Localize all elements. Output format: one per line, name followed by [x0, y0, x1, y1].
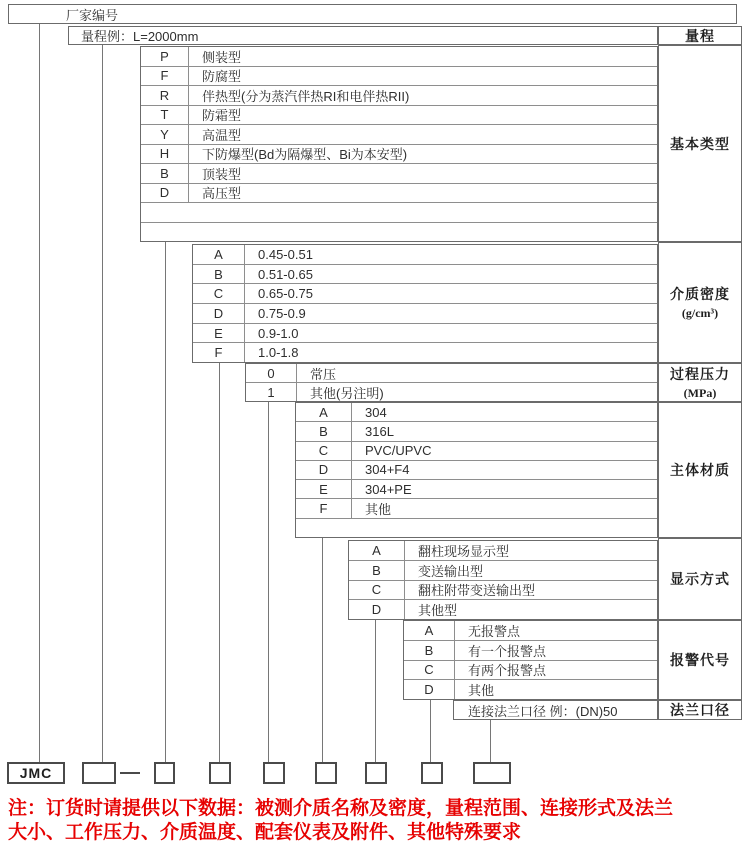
flange-size-row — [453, 700, 658, 720]
option-desc: 0.65-0.75 — [258, 286, 313, 302]
side-label-unit: (g/cm³) — [681, 306, 719, 320]
option-desc: 304 — [365, 404, 387, 420]
table-row — [296, 422, 657, 441]
side-label-text: 过程压力 — [670, 368, 730, 383]
option-code: C — [296, 442, 352, 460]
empty-row — [141, 223, 657, 242]
side-label-text: 报警代号 — [670, 654, 730, 669]
empty-row — [141, 203, 657, 223]
table-row — [246, 364, 657, 383]
table-row — [141, 67, 657, 87]
option-desc: 伴热型(分为蒸汽伴热RI和电伴热RII) — [202, 88, 410, 104]
side-label-display-mode — [658, 538, 742, 620]
side-label-range — [658, 26, 742, 45]
model-prefix-box — [7, 762, 65, 784]
connector-line-media-density — [219, 363, 220, 762]
connector-line-display-mode — [375, 620, 376, 762]
option-code: H — [141, 145, 189, 164]
code-box-alarm-code — [421, 762, 443, 784]
side-label-body-material — [658, 402, 742, 538]
option-code: F — [296, 499, 352, 517]
table-row — [404, 680, 657, 699]
connector-line-process-pressure — [268, 402, 269, 762]
table-row — [141, 164, 657, 184]
table-row — [246, 383, 657, 401]
option-desc: 常压 — [310, 366, 337, 382]
option-code: D — [141, 184, 189, 203]
option-desc: 翻柱附带变送输出型 — [418, 583, 536, 599]
option-code: B — [193, 265, 245, 284]
table-row — [296, 403, 657, 422]
connector-line-range — [102, 45, 103, 762]
option-desc: 侧装型 — [202, 49, 242, 65]
option-desc: 无报警点 — [468, 623, 521, 639]
table-row — [296, 442, 657, 461]
option-code: E — [193, 324, 245, 343]
option-desc: 有两个报警点 — [468, 663, 547, 679]
option-desc: 翻柱现场显示型 — [418, 543, 510, 559]
media-density-table — [192, 244, 658, 363]
range-example-row — [68, 26, 658, 45]
side-label-text: 显示方式 — [670, 573, 730, 588]
option-code: Y — [141, 125, 189, 144]
table-row — [349, 561, 657, 581]
code-box-basic-type — [154, 762, 175, 784]
connector-line-alarm-code — [430, 700, 431, 762]
option-code: B — [141, 164, 189, 183]
basic-type-table — [140, 46, 658, 242]
option-desc: 高压型 — [202, 186, 242, 202]
option-desc: 下防爆型(Bd为隔爆型、Bi为本安型) — [202, 147, 408, 163]
table-row — [141, 145, 657, 165]
option-desc: 其他型 — [418, 603, 458, 619]
ordering-note-line2: 大小、工作压力、介质温度、配套仪表及附件、其他特殊要求 — [8, 822, 522, 843]
option-desc: 其他(另注明) — [310, 385, 384, 401]
option-code: A — [296, 403, 352, 421]
option-code: C — [193, 284, 245, 303]
side-label-text: 介质密度 — [670, 288, 730, 303]
option-code: B — [349, 561, 405, 580]
table-row — [296, 461, 657, 480]
option-code: R — [141, 86, 189, 105]
option-desc: 1.0-1.8 — [258, 345, 299, 361]
option-code: 1 — [246, 383, 297, 401]
ordering-note-line1: 注：订货时请提供以下数据：被测介质名称及密度，量程范围、连接形式及法兰 — [8, 798, 674, 819]
option-desc: 防霜型 — [202, 108, 242, 124]
manufacturer-number-label: 厂家编号 — [66, 7, 119, 23]
table-row — [296, 480, 657, 499]
manufacturer-number-row — [8, 4, 737, 24]
option-desc: 304+F4 — [365, 462, 410, 478]
table-row — [296, 499, 657, 518]
option-desc: 其他 — [468, 683, 495, 699]
option-desc: 顶装型 — [202, 166, 242, 182]
code-box-display-mode — [365, 762, 387, 784]
table-row — [193, 304, 657, 324]
option-code: A — [349, 541, 405, 560]
table-row — [141, 86, 657, 106]
option-code: C — [404, 661, 455, 680]
option-code: P — [141, 47, 189, 66]
option-code: D — [296, 461, 352, 479]
table-row — [404, 641, 657, 661]
option-desc: 0.75-0.9 — [258, 305, 306, 321]
option-code: B — [404, 641, 455, 660]
side-label-basic-type — [658, 45, 742, 242]
code-box-media-density — [209, 762, 231, 784]
table-row — [141, 106, 657, 126]
code-box-range — [82, 762, 116, 784]
side-label-text: 主体材质 — [670, 464, 730, 479]
side-label-text: 法兰口径 — [670, 704, 730, 719]
connector-line-manufacturer — [39, 24, 40, 762]
connector-line-basic-type — [165, 242, 166, 762]
table-row — [141, 125, 657, 145]
connector-line-flange-size — [490, 720, 491, 762]
flange-size-text: 连接法兰口径 例：(DN)50 — [468, 703, 618, 719]
separator-dash — [120, 772, 140, 774]
table-row — [193, 343, 657, 362]
table-row — [141, 184, 657, 204]
option-code: 0 — [246, 364, 297, 382]
table-row — [193, 284, 657, 304]
code-box-process-pressure — [263, 762, 285, 784]
model-prefix-label: JMC — [19, 765, 53, 781]
option-desc: 0.9-1.0 — [258, 325, 299, 341]
table-row — [349, 600, 657, 619]
option-desc: 其他 — [365, 502, 392, 518]
body-material-table — [295, 402, 658, 538]
option-code: A — [193, 245, 245, 264]
table-row — [193, 245, 657, 265]
option-desc: PVC/UPVC — [365, 443, 432, 459]
option-code: E — [296, 480, 352, 498]
option-code: B — [296, 422, 352, 440]
option-code: T — [141, 106, 189, 125]
table-row — [404, 621, 657, 641]
option-desc: 变送输出型 — [418, 563, 484, 579]
side-label-process-pressure — [658, 363, 742, 402]
table-row — [141, 47, 657, 67]
display-mode-table — [348, 540, 658, 620]
connector-line-body-material — [322, 538, 323, 762]
side-label-text: 量程 — [685, 29, 715, 45]
option-code: D — [404, 680, 455, 699]
code-box-flange-size — [473, 762, 511, 784]
side-label-unit: (MPa) — [683, 386, 717, 400]
table-row — [349, 581, 657, 601]
alarm-code-table — [403, 620, 658, 700]
side-label-media-density — [658, 242, 742, 363]
option-desc: 0.51-0.65 — [258, 266, 313, 282]
option-code: D — [193, 304, 245, 323]
option-code: A — [404, 621, 455, 640]
option-desc: 防腐型 — [202, 69, 242, 85]
side-label-alarm-code — [658, 620, 742, 700]
option-desc: 有一个报警点 — [468, 643, 547, 659]
process-pressure-table — [245, 363, 658, 402]
range-example-label: 量程例：L=2000mm — [81, 29, 199, 44]
option-code: C — [349, 581, 405, 600]
option-desc: 0.45-0.51 — [258, 246, 313, 262]
option-desc: 304+PE — [365, 481, 412, 497]
side-label-text: 基本类型 — [670, 137, 730, 153]
side-label-flange-size — [658, 700, 742, 720]
empty-row — [296, 519, 657, 537]
option-desc: 316L — [365, 423, 394, 439]
option-desc: 高温型 — [202, 127, 242, 143]
table-row — [193, 324, 657, 344]
option-code: F — [193, 343, 245, 362]
table-row — [404, 661, 657, 681]
code-box-body-material — [315, 762, 337, 784]
table-row — [349, 541, 657, 561]
table-row — [193, 265, 657, 285]
option-code: D — [349, 600, 405, 619]
ordering-note — [8, 797, 748, 845]
option-code: F — [141, 67, 189, 86]
